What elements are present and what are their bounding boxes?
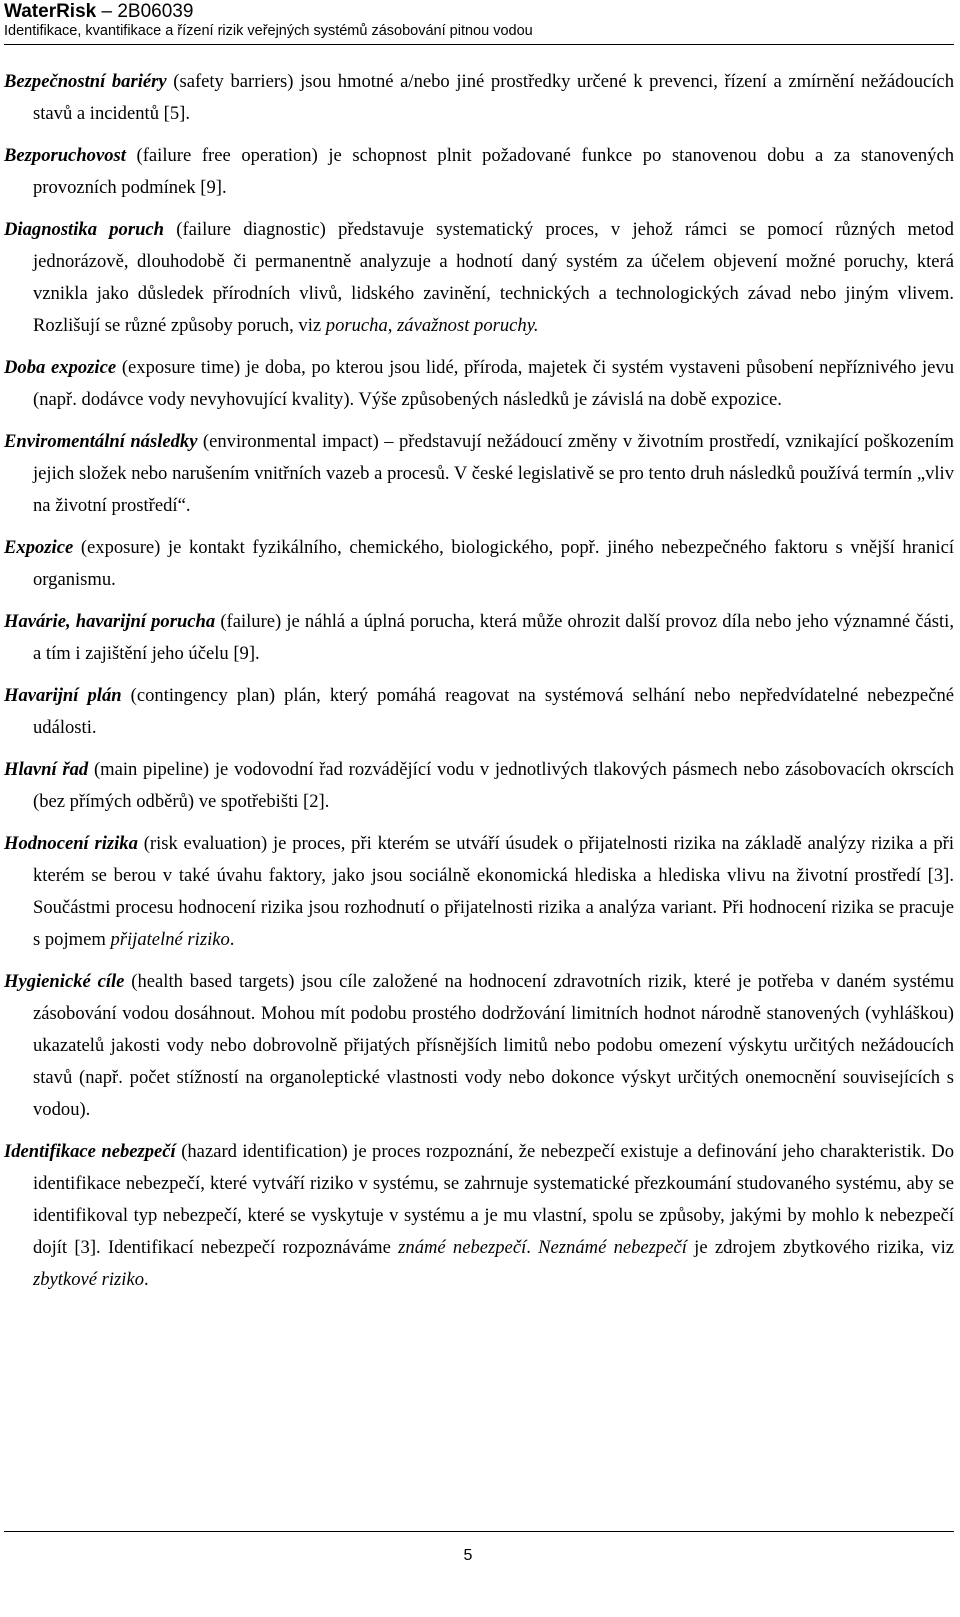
- cross-reference: známé nebezpečí: [398, 1237, 527, 1258]
- glossary-definition: (failure free operation) je schopnost plnit požadované funkce po stanovenou dobu a za stanovených provozních podmínek [9].: [33, 145, 954, 198]
- glossary-term: Havárie, havarijní porucha: [4, 611, 216, 632]
- cross-reference: zbytkové riziko: [33, 1269, 145, 1290]
- glossary-term: Hlavní řad: [4, 759, 89, 780]
- glossary-term: Hodnocení rizika: [4, 833, 138, 854]
- glossary-term: Identifikace nebezpečí: [4, 1141, 176, 1162]
- glossary-definition: .: [229, 929, 235, 950]
- glossary-definition: (main pipeline) je vodovodní řad rozvádějící vodu v jednotlivých tlakových pásmech nebo zásobovacích okrscích (bez přímých odběrů) ve spotřebišti [2].: [33, 759, 954, 812]
- glossary-entry: [4, 966, 954, 1126]
- project-code: – 2B06039: [101, 1, 194, 22]
- glossary-entry: [4, 426, 954, 522]
- glossary-entry: [4, 680, 954, 744]
- glossary-definition: (failure) je náhlá a úplná porucha, která může ohrozit další provoz díla nebo jeho významné části, a tím i zajištění jeho účelu [9].: [33, 611, 954, 664]
- glossary-term: Bezporuchovost: [4, 145, 126, 166]
- glossary-term: Diagnostika poruch: [4, 219, 165, 240]
- glossary-term: Enviromentální následky: [4, 431, 198, 452]
- glossary-definition: (exposure) je kontakt fyzikálního, chemického, biologického, popř. jiného nebezpečného faktoru s vnější hranicí organismu.: [33, 537, 954, 590]
- glossary-definition: .: [144, 1269, 149, 1290]
- glossary-term: Bezpečnostní bariéry: [4, 71, 167, 92]
- glossary-definition: (exposure time) je doba, po kterou jsou lidé, příroda, majetek či systém vystaveni působení nepříznivého jevu (např. dodávce vody nevyhovující kvality). Výše způsobených následků je závislá na době expozice.: [33, 357, 954, 410]
- cross-reference: Neznámé nebezpečí: [538, 1237, 687, 1258]
- glossary-entry: [4, 66, 954, 130]
- glossary-entry: [4, 828, 954, 956]
- header-divider: [4, 44, 954, 45]
- page-header: [4, 0, 954, 40]
- glossary-entry: [4, 140, 954, 204]
- glossary-entry: [4, 352, 954, 416]
- header-subtitle: Identifikace, kvantifikace a řízení rizik veřejných systémů zásobování pitnou vodou: [4, 23, 533, 39]
- glossary-definition: je zdrojem zbytkového rizika, viz: [686, 1237, 954, 1258]
- glossary-definition: (health based targets) jsou cíle založené na hodnocení zdravotních rizik, které je potřeba v daném systému zásobování vodou dosáhnout. Mohou mít podobu prostého dodržování limitních hodnot národně stanovených (vyhláškou) ukazatelů jakosti vody nebo dobrovolně přijatých přísnějších limitů nebo podobu omezení výskytu určitých nežádoucích stavů (např. počet stížností na organoleptické vlastnosti vody nebo dokonce výskyt určitých onemocnění souvisejících s vodou).: [33, 971, 954, 1120]
- glossary-definition: (failure diagnostic) představuje systematický proces, v jehož rámci se pomocí různých metod jednorázově, dlouhodobě či permanentně analyzuje a hodnotí daný systém za účelem objevení možné poruchy, která vznikla jako důsledek přírodních vlivů, lidského zavinění, technických a technologických závad nebo jiným vlivem. Rozlišují se různé způsoby poruch, viz: [33, 219, 954, 336]
- glossary-entry: [4, 532, 954, 596]
- glossary-term: Expozice: [4, 537, 74, 558]
- glossary-entry: [4, 1136, 954, 1296]
- glossary-term: Havarijní plán: [4, 685, 122, 706]
- footer-divider: [4, 1531, 954, 1532]
- page-number: 5: [463, 1547, 473, 1564]
- glossary-definition: (risk evaluation) je proces, při kterém se utváří úsudek o přijatelnosti rizika na základě analýzy rizika a při kterém se berou v také úvahu faktory, jako jsou sociálně ekonomická hlediska a hlediska vlivu na životní prostředí [3]. Součástmi procesu hodnocení rizika jsou rozhodnutí o přijatelnosti rizika a analýza variant. Při hodnocení rizika se pracuje s pojmem: [33, 833, 955, 950]
- glossary-entry: [4, 754, 954, 818]
- glossary-definition: (safety barriers) jsou hmotné a/nebo jiné prostředky určené k prevenci, řízení a zmírnění nežádoucích stavů a incidentů [5].: [33, 71, 954, 124]
- glossary-entry: [4, 606, 954, 670]
- glossary-definition: (environmental impact) – představují nežádoucí změny v životním prostředí, vznikající poškozením jejich složek nebo narušením vnitřních vazeb a procesů. V české legislativě se pro tento druh následků používá termín „vliv na životní prostředí“.: [33, 431, 954, 516]
- glossary-term: Hygienické cíle: [4, 971, 125, 992]
- header-title: [4, 1, 954, 23]
- glossary-term: Doba expozice: [4, 357, 117, 378]
- cross-reference: přijatelné riziko: [110, 929, 230, 950]
- glossary-definition: (contingency plan) plán, který pomáhá reagovat na systémová selhání nebo nepředvídatelné nebezpečné události.: [33, 685, 954, 738]
- glossary-definition: .: [526, 1237, 539, 1258]
- app-name: WaterRisk: [4, 1, 97, 22]
- glossary-definition: (hazard identification) je proces rozpoznání, že nebezpečí existuje a definování jeho charakteristik. Do identifikace nebezpečí, které vytváří riziko v systému, se zahrnuje systematické přezkoumání studovaného systému, aby se identifikoval typ nebezpečí, které se vyskytuje v systému a je mu vlastní, spolu se způsoby, jakými by mohlo k nebezpečí dojít [3]. Identifikací nebezpečí rozpoznáváme: [33, 1141, 954, 1258]
- glossary-entry: [4, 214, 954, 342]
- cross-reference: porucha, závažnost poruchy.: [325, 315, 539, 336]
- glossary-content: [4, 66, 954, 1306]
